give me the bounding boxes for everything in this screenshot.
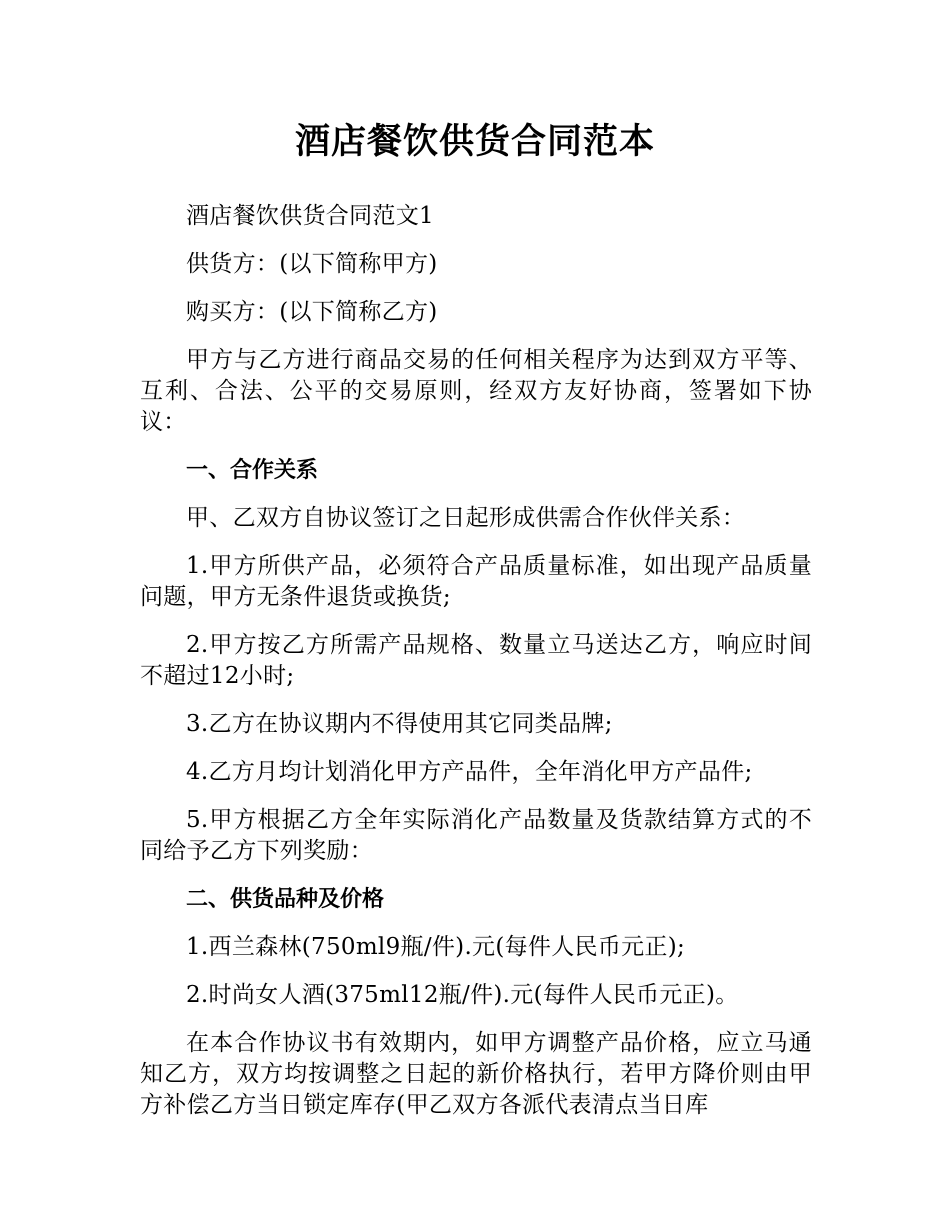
paragraph-supplier: 供货方：(以下简称甲方) — [186, 251, 438, 277]
clause-5: 5.甲方根据乙方全年实际消化产品数量及货款结算方式的不同给予乙方下列奖励： — [140, 807, 812, 864]
paragraph-buyer: 购买方：(以下简称乙方) — [186, 299, 438, 325]
section-heading-cooperation: 一、合作关系 — [186, 458, 319, 483]
clause-2: 2.甲方按乙方所需产品规格、数量立马送达乙方，响应时间不超过12小时; — [140, 632, 812, 689]
product-item-2: 2.时尚女人酒(375ml12瓶/件).元(每件人民币元正)。 — [186, 982, 739, 1008]
document-body — [140, 201, 812, 1138]
paragraph-price-adjustment: 在本合作协议书有效期内，如甲方调整产品价格，应立马通知乙方，双方均按调整之日起的新价格执行，若甲方降价则由甲方补偿乙方当日锁定库存(甲乙双方各派代表清点当日库 — [140, 1030, 812, 1118]
clause-1: 1.甲方所供产品，必须符合产品质量标准，如出现产品质量问题，甲方无条件退货或换货; — [140, 553, 812, 610]
section-heading-products: 二、供货品种及价格 — [186, 887, 385, 912]
document-title: 酒店餐饮供货合同范本 — [294, 122, 655, 162]
paragraph-cooperation: 甲、乙双方自协议签订之日起形成供需合作伙伴关系： — [186, 505, 746, 531]
product-item-1: 1.西兰森林(750ml9瓶/件).元(每件人民币元正); — [186, 934, 686, 960]
paragraph-intro: 甲方与乙方进行商品交易的任何相关程序为达到双方平等、互利、合法、公平的交易原则，经双方友好协商，签署如下协议： — [140, 347, 812, 435]
clause-3: 3.乙方在协议期内不得使用其它同类品牌; — [186, 711, 613, 737]
paragraph-subtitle: 酒店餐饮供货合同范文1 — [186, 203, 434, 229]
clause-4: 4.乙方月均计划消化甲方产品件，全年消化甲方产品件; — [186, 759, 753, 785]
